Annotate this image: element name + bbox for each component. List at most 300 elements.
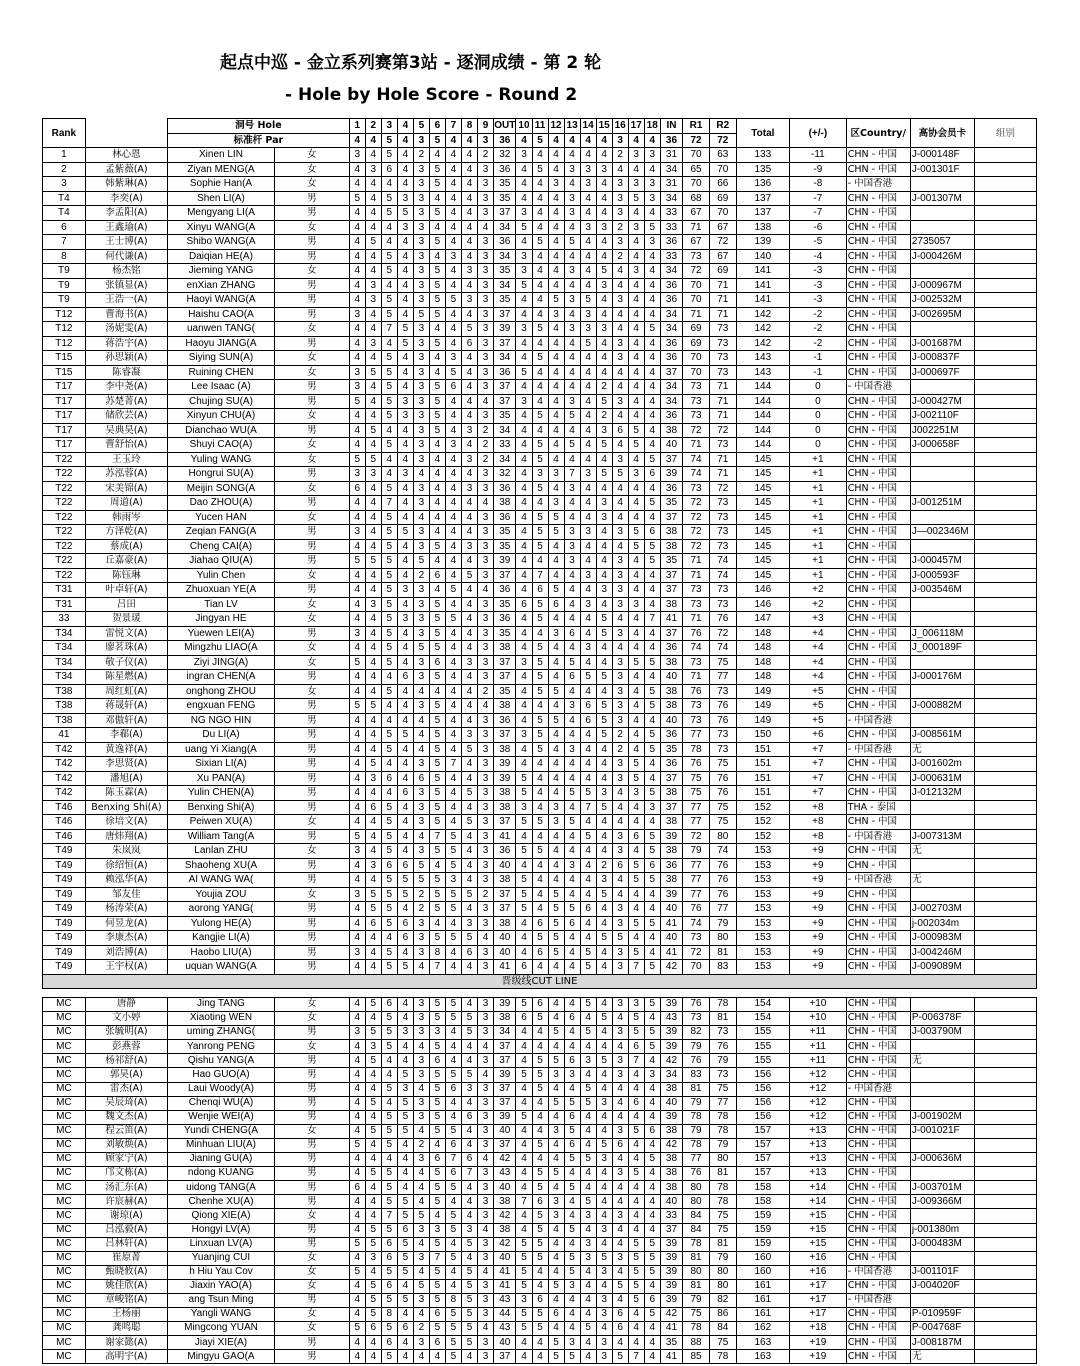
score-cell: 4 (612, 641, 628, 656)
r2-cell: 75 (709, 1082, 736, 1096)
score-cell: 3 (413, 409, 429, 424)
score-cell: 4 (516, 1153, 532, 1167)
score-cell: 4 (365, 206, 381, 221)
group-cell (974, 496, 1036, 511)
out-cell: 40 (494, 1251, 516, 1265)
gender-cell: 女 (274, 887, 349, 902)
score-cell: 5 (429, 873, 445, 888)
out-cell: 42 (494, 1153, 516, 1167)
score-cell: 3 (580, 525, 596, 540)
score-cell: 4 (564, 1308, 580, 1322)
total-cell: 153 (736, 916, 789, 931)
out-cell: 37 (494, 902, 516, 917)
score-cell: 5 (644, 554, 660, 569)
r2-cell: 73 (709, 1068, 736, 1082)
score-cell: 4 (596, 916, 612, 931)
score-cell: 4 (461, 307, 477, 322)
in-cell: 39 (660, 1026, 682, 1040)
player-row (43, 148, 1037, 163)
score-cell: 4 (628, 365, 644, 380)
mc-player-row (43, 1279, 1037, 1293)
name-en-cell: Jiahao QIU(A) (168, 554, 275, 569)
score-cell: 4 (445, 771, 461, 786)
score-cell: 4 (580, 191, 596, 206)
plusminus-cell: +14 (790, 1181, 847, 1195)
score-cell: 5 (596, 1138, 612, 1152)
plusminus-cell: -2 (790, 307, 847, 322)
rank-cell: MC (43, 1279, 86, 1293)
score-cell: 4 (445, 728, 461, 743)
total-cell: 152 (736, 829, 789, 844)
in-cell: 39 (660, 467, 682, 482)
name-cn-cell: 李奕(A) (85, 191, 167, 206)
score-cell: 4 (516, 583, 532, 598)
total-cell: 147 (736, 612, 789, 627)
score-cell: 4 (349, 1195, 365, 1209)
country-cell: CHN - 中国 (846, 249, 910, 264)
gender-cell: 女 (274, 1251, 349, 1265)
score-cell: 5 (365, 699, 381, 714)
r2-cell: 78 (709, 1350, 736, 1364)
score-cell: 3 (365, 597, 381, 612)
score-cell: 5 (429, 1195, 445, 1209)
score-cell: 4 (381, 336, 397, 351)
score-cell: 3 (478, 1138, 494, 1152)
score-cell: 5 (397, 1237, 413, 1251)
r2-cell: 73 (709, 525, 736, 540)
name-cn-cell: 韩紫琳(A) (85, 177, 167, 192)
group-cell (974, 206, 1036, 221)
r1-cell: 72 (683, 510, 710, 525)
out-cell: 39 (494, 1110, 516, 1124)
mc-player-row (43, 1138, 1037, 1152)
score-cell: 4 (516, 380, 532, 395)
in-cell: 38 (660, 699, 682, 714)
score-cell: 3 (516, 728, 532, 743)
score-cell: 5 (445, 829, 461, 844)
score-cell: 3 (478, 539, 494, 554)
mc-player-row (43, 1167, 1037, 1181)
score-cell: 5 (381, 1265, 397, 1279)
out-cell: 37 (494, 1096, 516, 1110)
score-cell: 4 (365, 568, 381, 583)
score-cell: 4 (478, 1265, 494, 1279)
score-cell: 3 (612, 771, 628, 786)
score-cell: 5 (532, 1209, 548, 1223)
score-cell: 5 (516, 998, 532, 1012)
country-cell: CHN - 中国 (846, 510, 910, 525)
name-en-cell: ang Tsun Ming (168, 1293, 275, 1307)
score-cell: 4 (429, 684, 445, 699)
score-cell: 5 (429, 742, 445, 757)
player-row (43, 293, 1037, 308)
score-cell: 4 (445, 597, 461, 612)
out-cell: 39 (494, 554, 516, 569)
score-cell: 4 (644, 481, 660, 496)
score-cell: 3 (397, 220, 413, 235)
r2-cell: 72 (709, 423, 736, 438)
r1-cell: 72 (683, 525, 710, 540)
r2-cell: 77 (709, 1096, 736, 1110)
score-cell: 5 (445, 1181, 461, 1195)
score-cell: 4 (580, 409, 596, 424)
score-cell: 4 (365, 148, 381, 163)
score-cell: 6 (397, 931, 413, 946)
hole-number-header: R1 (683, 119, 710, 134)
score-cell: 4 (628, 713, 644, 728)
score-cell: 6 (397, 916, 413, 931)
rank-cell: T17 (43, 380, 86, 395)
score-cell: 4 (461, 858, 477, 873)
score-cell: 4 (612, 510, 628, 525)
member-card-cell: J-000426M (910, 249, 974, 264)
in-cell: 34 (660, 1068, 682, 1082)
score-cell: 5 (628, 858, 644, 873)
score-cell: 4 (644, 1223, 660, 1237)
member-card-cell (910, 467, 974, 482)
score-cell: 5 (429, 800, 445, 815)
score-cell: 3 (397, 583, 413, 598)
score-cell: 5 (445, 1322, 461, 1336)
score-cell: 4 (461, 902, 477, 917)
score-cell: 3 (612, 583, 628, 598)
score-cell: 5 (349, 655, 365, 670)
score-cell: 7 (381, 322, 397, 337)
score-cell: 4 (349, 873, 365, 888)
score-cell: 4 (628, 1308, 644, 1322)
score-cell: 4 (349, 1153, 365, 1167)
score-cell: 5 (429, 713, 445, 728)
score-cell: 3 (445, 438, 461, 453)
out-cell: 44 (494, 1308, 516, 1322)
score-cell: 3 (532, 467, 548, 482)
score-cell: 3 (516, 800, 532, 815)
score-cell: 4 (580, 380, 596, 395)
score-cell: 5 (596, 626, 612, 641)
score-cell: 4 (548, 1322, 564, 1336)
score-cell: 4 (461, 438, 477, 453)
name-cn-cell: 魏文杰(A) (85, 1110, 167, 1124)
score-cell: 4 (445, 916, 461, 931)
score-cell: 4 (644, 1350, 660, 1364)
score-cell: 4 (564, 380, 580, 395)
score-cell: 3 (413, 394, 429, 409)
in-cell: 38 (660, 1124, 682, 1138)
in-cell: 35 (660, 1336, 682, 1350)
r2-cell: 76 (709, 1040, 736, 1054)
score-cell: 3 (478, 322, 494, 337)
country-cell: CHN - 中国 (846, 612, 910, 627)
score-cell: 4 (532, 1336, 548, 1350)
score-cell: 4 (644, 1322, 660, 1336)
score-cell: 2 (596, 380, 612, 395)
score-cell: 5 (644, 1153, 660, 1167)
score-cell: 4 (628, 670, 644, 685)
score-cell: 6 (397, 1223, 413, 1237)
score-cell: 4 (478, 931, 494, 946)
gender-cell: 男 (274, 786, 349, 801)
in-cell: 38 (660, 423, 682, 438)
score-cell: 4 (628, 844, 644, 859)
country-cell: CHN - 中国 (846, 1138, 910, 1152)
score-cell: 4 (445, 1026, 461, 1040)
member-card-cell: J-003701M (910, 1181, 974, 1195)
player-row (43, 815, 1037, 830)
country-cell: CHN - 中国 (846, 423, 910, 438)
par-label: 标准杆 Par (168, 133, 350, 148)
group-cell (974, 612, 1036, 627)
player-row (43, 684, 1037, 699)
score-cell: 4 (564, 1040, 580, 1054)
rank-cell: T34 (43, 626, 86, 641)
score-cell: 4 (461, 1195, 477, 1209)
score-cell: 6 (397, 1322, 413, 1336)
out-cell: 35 (494, 264, 516, 279)
player-row (43, 713, 1037, 728)
score-cell: 4 (461, 583, 477, 598)
group-cell (974, 1308, 1036, 1322)
name-en-cell: Yuling WANG (168, 452, 275, 467)
score-cell: 4 (580, 684, 596, 699)
score-cell: 3 (478, 351, 494, 366)
score-cell: 4 (349, 264, 365, 279)
rank-cell: T22 (43, 510, 86, 525)
score-cell: 3 (413, 931, 429, 946)
score-cell: 5 (548, 293, 564, 308)
score-cell: 4 (580, 612, 596, 627)
gender-cell: 男 (274, 539, 349, 554)
country-cell: CHN - 中国 (846, 539, 910, 554)
name-en-cell: Peiwen XU(A) (168, 815, 275, 830)
out-cell: 35 (494, 177, 516, 192)
r1-cell: 70 (683, 148, 710, 163)
out-cell: 35 (494, 539, 516, 554)
r2-cell: 78 (709, 1181, 736, 1195)
group-cell (974, 307, 1036, 322)
score-cell: 3 (413, 916, 429, 931)
name-en-cell: Yangli WANG (168, 1308, 275, 1322)
out-cell: 38 (494, 916, 516, 931)
in-cell: 36 (660, 409, 682, 424)
score-cell: 4 (349, 1251, 365, 1265)
score-cell: 4 (596, 757, 612, 772)
score-cell: 3 (397, 191, 413, 206)
country-cell: CHN - 中国 (846, 1336, 910, 1350)
score-cell: 5 (365, 1054, 381, 1068)
score-cell: 4 (349, 568, 365, 583)
score-cell: 4 (532, 1265, 548, 1279)
score-cell: 5 (564, 655, 580, 670)
score-cell: 3 (478, 728, 494, 743)
score-cell: 4 (596, 1068, 612, 1082)
score-cell: 5 (445, 583, 461, 598)
score-cell: 3 (564, 322, 580, 337)
score-cell: 4 (644, 206, 660, 221)
r2-cell: 82 (709, 1293, 736, 1307)
total-cell: 159 (736, 1223, 789, 1237)
score-cell: 3 (413, 655, 429, 670)
gender-cell: 男 (274, 1181, 349, 1195)
in-cell: 36 (660, 235, 682, 250)
score-cell: 4 (365, 873, 381, 888)
mc-player-row (43, 1054, 1037, 1068)
score-cell: 4 (365, 670, 381, 685)
r1-cell: 73 (683, 931, 710, 946)
score-cell: 5 (612, 467, 628, 482)
rank-cell: T31 (43, 583, 86, 598)
score-cell: 5 (548, 1350, 564, 1364)
score-cell: 4 (644, 438, 660, 453)
score-cell: 5 (644, 786, 660, 801)
rank-cell: T22 (43, 496, 86, 511)
r2-cell: 75 (709, 800, 736, 815)
score-cell: 5 (429, 786, 445, 801)
score-cell: 4 (516, 1026, 532, 1040)
score-cell: 5 (381, 902, 397, 917)
score-cell: 4 (532, 191, 548, 206)
score-cell: 3 (461, 655, 477, 670)
score-cell: 3 (461, 264, 477, 279)
score-cell: 5 (516, 365, 532, 380)
score-cell: 4 (596, 365, 612, 380)
score-cell: 4 (413, 1181, 429, 1195)
score-cell: 4 (644, 670, 660, 685)
score-cell: 4 (580, 757, 596, 772)
score-cell: 4 (644, 815, 660, 830)
score-cell: 5 (516, 873, 532, 888)
member-card-cell: J-003790M (910, 1026, 974, 1040)
par-value-header: 4 (564, 133, 580, 148)
score-cell: 5 (628, 1124, 644, 1138)
score-cell: 5 (429, 1096, 445, 1110)
score-cell: 6 (381, 1251, 397, 1265)
score-cell: 4 (349, 583, 365, 598)
par-value-header: 5 (429, 133, 445, 148)
score-cell: 4 (580, 1223, 596, 1237)
group-cell (974, 931, 1036, 946)
score-cell: 3 (548, 467, 564, 482)
score-cell: 3 (478, 844, 494, 859)
score-cell: 5 (516, 887, 532, 902)
score-cell: 3 (478, 554, 494, 569)
name-en-cell: NG NGO HIN (168, 713, 275, 728)
score-cell: 4 (612, 1265, 628, 1279)
score-cell: 5 (628, 1237, 644, 1251)
score-cell: 4 (516, 699, 532, 714)
gender-cell: 男 (274, 583, 349, 598)
rank-cell: T49 (43, 960, 86, 975)
gender-cell: 女 (274, 641, 349, 656)
r2-cell: 73 (709, 510, 736, 525)
name-en-cell: Lanlan ZHU (168, 844, 275, 859)
plusminus-cell: +1 (790, 525, 847, 540)
rank-cell: T49 (43, 945, 86, 960)
total-cell: 156 (736, 1068, 789, 1082)
score-cell: 3 (478, 1209, 494, 1223)
score-cell: 3 (580, 1237, 596, 1251)
group-cell (974, 873, 1036, 888)
total-cell: 153 (736, 873, 789, 888)
score-cell: 4 (612, 380, 628, 395)
score-cell: 4 (532, 336, 548, 351)
plusminus-cell: -9 (790, 162, 847, 177)
r1-cell: 73 (683, 394, 710, 409)
name-en-cell: Kangjie LI(A) (168, 931, 275, 946)
name-en-cell: AI WANG WA( (168, 873, 275, 888)
score-cell: 5 (532, 1251, 548, 1265)
in-cell: 36 (660, 351, 682, 366)
score-cell: 5 (429, 1040, 445, 1054)
score-cell: 4 (596, 235, 612, 250)
name-cn-cell: 王浩一(A) (85, 293, 167, 308)
score-cell: 5 (628, 191, 644, 206)
plusminus-cell: -3 (790, 264, 847, 279)
in-cell: 36 (660, 728, 682, 743)
score-cell: 4 (564, 336, 580, 351)
score-cell: 5 (429, 423, 445, 438)
par-value-header: 3 (413, 133, 429, 148)
score-cell: 3 (478, 815, 494, 830)
score-cell: 3 (349, 380, 365, 395)
r1-cell: 79 (683, 1096, 710, 1110)
score-cell: 4 (516, 626, 532, 641)
score-cell: 4 (532, 902, 548, 917)
score-cell: 5 (429, 998, 445, 1012)
score-cell: 4 (429, 191, 445, 206)
country-cell: CHN - 中国 (846, 481, 910, 496)
total-cell: 162 (736, 1322, 789, 1336)
in-cell: 38 (660, 597, 682, 612)
plusminus-cell: +1 (790, 496, 847, 511)
group-cell (974, 264, 1036, 279)
player-row (43, 626, 1037, 641)
score-cell: 4 (628, 322, 644, 337)
score-cell: 4 (461, 757, 477, 772)
score-cell: 4 (628, 307, 644, 322)
score-cell: 3 (413, 249, 429, 264)
total-cell: 152 (736, 800, 789, 815)
score-cell: 5 (349, 554, 365, 569)
in-cell: 38 (660, 525, 682, 540)
score-cell: 4 (644, 264, 660, 279)
score-cell: 3 (612, 757, 628, 772)
score-cell: 4 (397, 177, 413, 192)
score-cell: 4 (397, 684, 413, 699)
in-cell: 40 (660, 931, 682, 946)
gender-cell: 女 (274, 844, 349, 859)
rank-cell: MC (43, 1223, 86, 1237)
score-cell: 4 (365, 844, 381, 859)
score-cell: 4 (349, 336, 365, 351)
group-cell (974, 249, 1036, 264)
out-cell: 36 (494, 481, 516, 496)
score-cell: 5 (429, 931, 445, 946)
score-cell: 4 (429, 351, 445, 366)
plusminus-cell: +13 (790, 1153, 847, 1167)
plusminus-cell: +16 (790, 1251, 847, 1265)
member-card-cell: J-000427M (910, 394, 974, 409)
plusminus-cell: +4 (790, 670, 847, 685)
group-cell (974, 1124, 1036, 1138)
score-cell: 2 (478, 887, 494, 902)
plusminus-cell: -3 (790, 293, 847, 308)
score-cell: 4 (644, 1082, 660, 1096)
score-cell: 4 (381, 713, 397, 728)
score-cell: 4 (349, 786, 365, 801)
score-cell: 4 (644, 887, 660, 902)
member-card-header: 高协会员卡 (910, 119, 974, 148)
mc-player-row (43, 1124, 1037, 1138)
